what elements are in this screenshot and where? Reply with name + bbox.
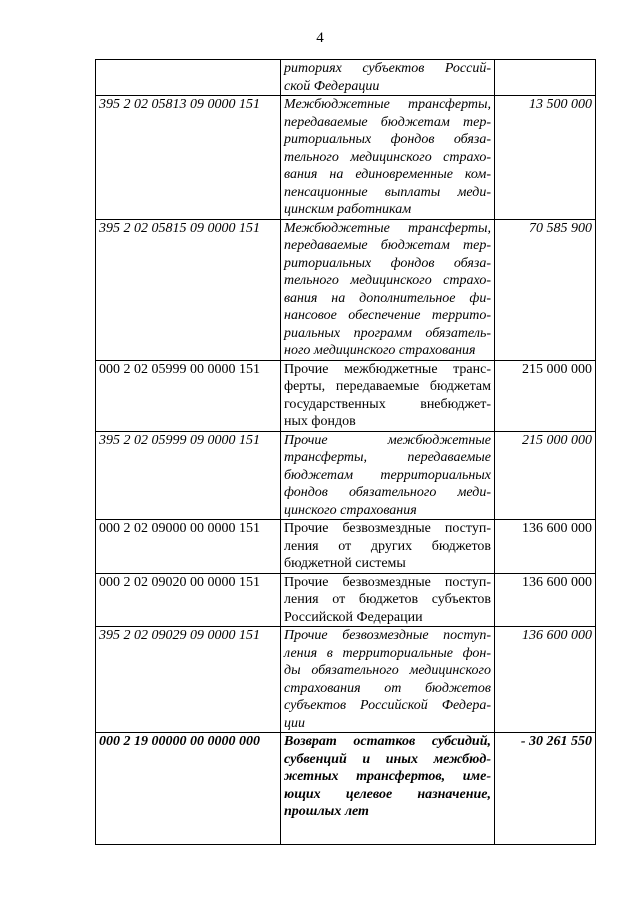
description-line: Прочие безвозмездные поступ- [284, 628, 491, 643]
amount-cell: 215 000 000 [495, 360, 596, 431]
description-line: ды обязательного медицинского [284, 663, 491, 678]
budget-code-cell: 000 2 02 09000 00 0000 151 [96, 520, 281, 574]
table-row [96, 627, 596, 733]
budget-table [95, 59, 596, 845]
description-line: цинского страхования [284, 502, 417, 518]
description-line: субъектов Российской Федера- [284, 698, 491, 713]
budget-code-cell: 000 2 02 05999 00 0000 151 [96, 360, 281, 431]
budget-code-cell: 000 2 02 09020 00 0000 151 [96, 573, 281, 627]
description-line: прошлых лет [284, 804, 369, 819]
amount-cell: 215 000 000 [495, 431, 596, 520]
description-line: Возврат остатков субсидий, [284, 734, 491, 749]
description-cell [281, 360, 495, 431]
description-line: Прочие межбюджетные транс- [284, 361, 491, 377]
description-line: трансферты, передаваемые [284, 450, 491, 465]
amount-cell: 136 600 000 [495, 573, 596, 627]
description-line: Прочие безвозмездные поступ- [284, 574, 491, 590]
amount-cell: 136 600 000 [495, 520, 596, 574]
description-line: риториальных фондов обяза- [284, 255, 491, 271]
description-line: вания на дополнительное фи- [284, 290, 491, 306]
description-line: страхования от бюджетов [284, 680, 491, 696]
description-line: ской Федерации [284, 78, 380, 94]
table-row [96, 360, 596, 431]
budget-code-cell: 395 2 02 05999 09 0000 151 [96, 431, 281, 520]
amount-cell: 136 600 000 [495, 627, 596, 733]
amount-cell: 13 500 000 [495, 96, 596, 220]
budget-code-cell: 395 2 02 05813 09 0000 151 [96, 96, 281, 220]
table-row [96, 520, 596, 574]
description-line: вания на единовременные ком- [284, 167, 491, 182]
description-line: Межбюджетные трансферты, [284, 97, 491, 112]
table-row [96, 219, 596, 360]
budget-table-body [96, 60, 596, 845]
description-cell [281, 60, 495, 96]
description-line: риальных программ обязатель- [284, 325, 491, 341]
description-line: ющих целевое назначение, [284, 786, 491, 802]
description-line: Российской Федерации [284, 609, 423, 625]
description-cell [281, 627, 495, 733]
description-line: ления от других бюджетов [284, 538, 491, 554]
description-line: цинским работникам [284, 202, 412, 217]
budget-code-cell: 395 2 02 09029 09 0000 151 [96, 627, 281, 733]
description-line: ферты, передаваемые бюджетам [284, 379, 491, 394]
description-cell [281, 520, 495, 574]
description-line: пенсационные выплаты меди- [284, 184, 491, 200]
description-cell [281, 431, 495, 520]
description-cell [281, 96, 495, 220]
description-line: нансовое обеспечение террито- [284, 308, 491, 323]
amount-cell: 70 585 900 [495, 219, 596, 360]
amount-cell [495, 60, 596, 96]
description-line: ции [284, 715, 305, 731]
description-line: бюджетам территориальных [284, 467, 491, 483]
description-cell [281, 733, 495, 845]
amount-cell: - 30 261 550 [495, 733, 596, 845]
budget-code-cell [96, 60, 281, 96]
description-line: ных фондов [284, 414, 356, 429]
budget-code-cell: 000 2 19 00000 00 0000 000 [96, 733, 281, 845]
description-line: ления от бюджетов субъектов [284, 592, 491, 607]
description-line: ления в территориальные фон- [284, 645, 491, 661]
table-row [96, 733, 596, 845]
table-row [96, 96, 596, 220]
description-cell [281, 219, 495, 360]
table-row [96, 431, 596, 520]
description-line: субвенций и иных межбюд- [284, 751, 491, 767]
description-line: передаваемые бюджетам тер- [284, 238, 491, 253]
description-line: фондов обязательного меди- [284, 485, 491, 500]
description-line: ного медицинского страхования [284, 343, 476, 358]
description-line: риториях субъектов Россий- [284, 61, 491, 76]
table-row [96, 573, 596, 627]
description-line: государственных внебюджет- [284, 396, 491, 412]
description-cell [281, 573, 495, 627]
budget-code-cell: 395 2 02 05815 09 0000 151 [96, 219, 281, 360]
description-line: бюджетной системы [284, 556, 406, 571]
description-line: передаваемые бюджетам тер- [284, 114, 491, 130]
description-line: тельного медицинского страхо- [284, 149, 491, 165]
description-line: Прочие межбюджетные [284, 432, 491, 448]
description-line: Межбюджетные трансферты, [284, 220, 491, 236]
description-line: жетных трансфертов, име- [284, 769, 491, 784]
description-line: риториальных фондов обяза- [284, 132, 491, 147]
description-line: Прочие безвозмездные поступ- [284, 521, 491, 536]
table-row [96, 60, 596, 96]
description-line: тельного медицинского страхо- [284, 273, 491, 288]
page-number: 4 [316, 30, 324, 46]
